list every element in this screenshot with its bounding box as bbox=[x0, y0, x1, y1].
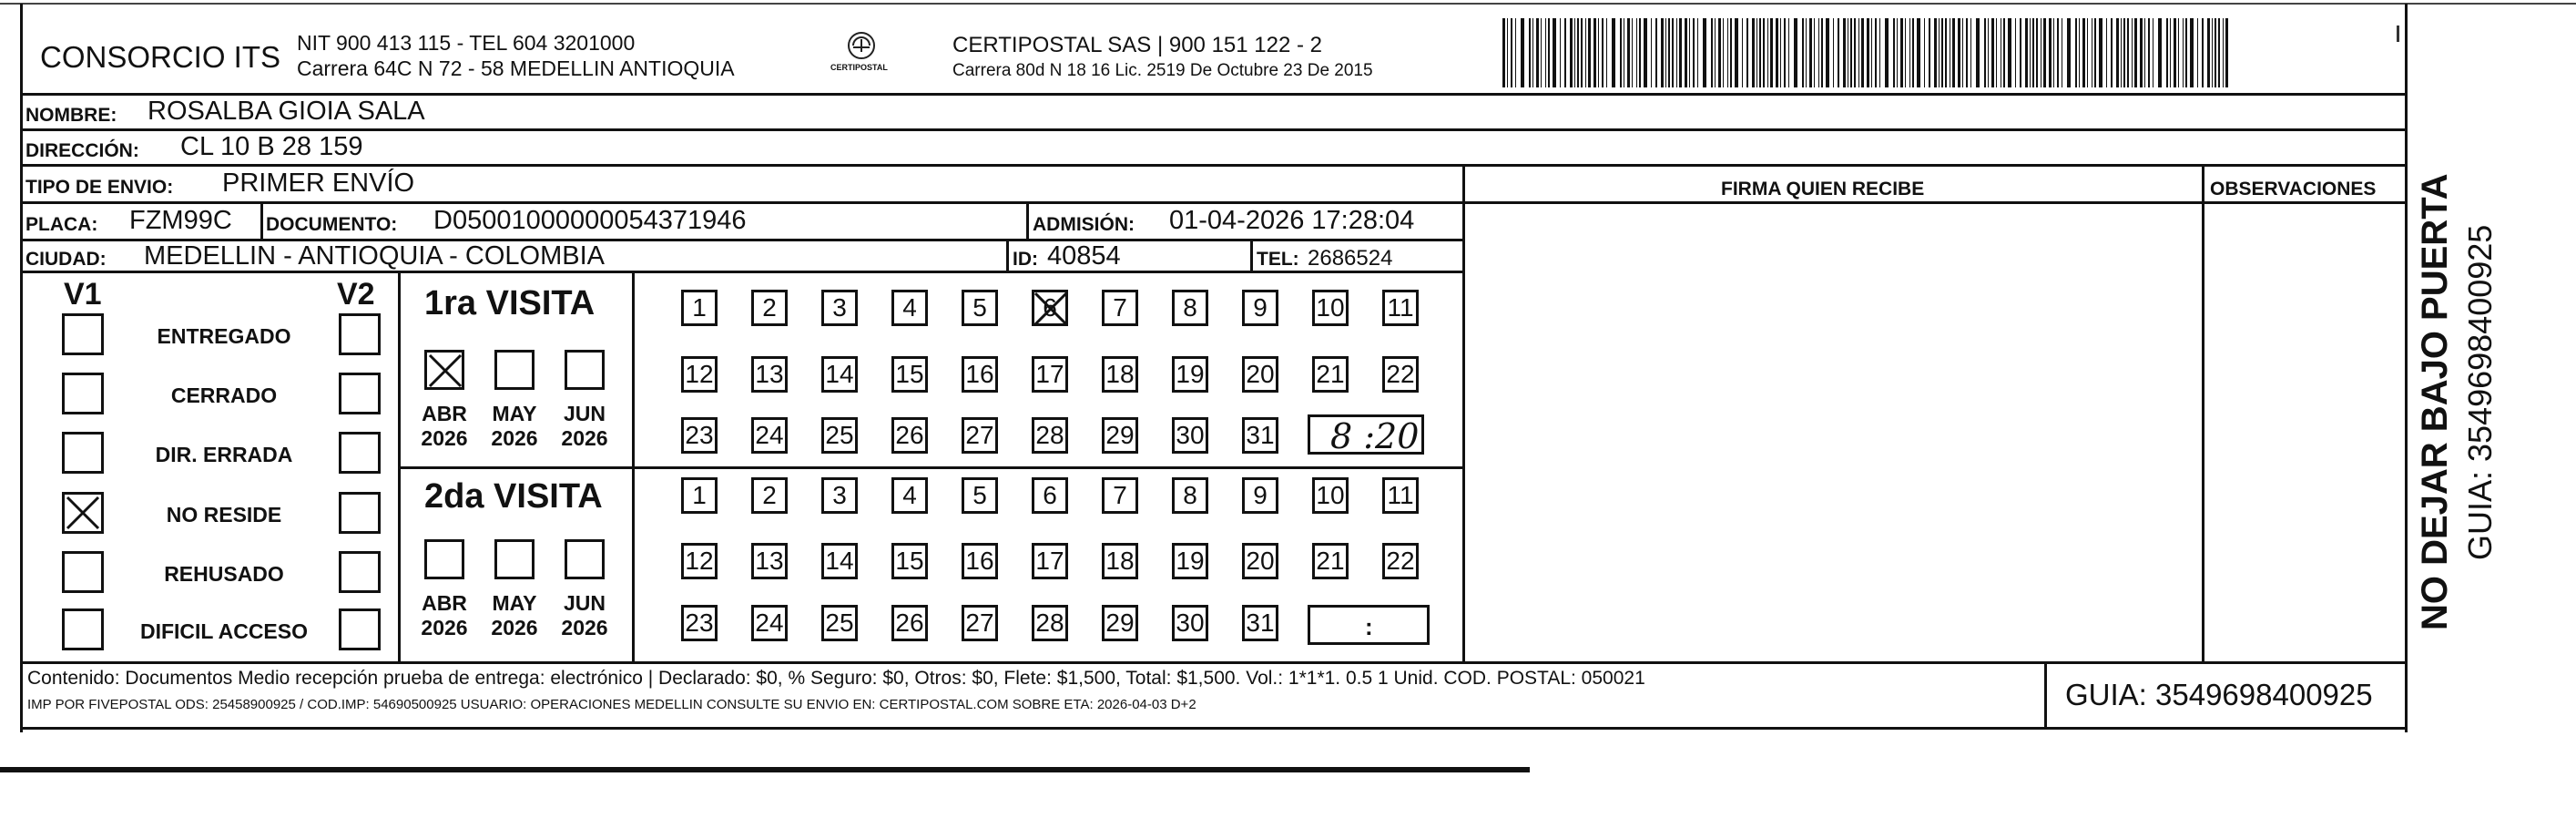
row-line-2 bbox=[20, 164, 2406, 167]
reason-label: REHUSADO bbox=[164, 562, 284, 586]
month-checkbox[interactable] bbox=[424, 539, 464, 579]
company-name: CONSORCIO ITS bbox=[40, 40, 281, 74]
certipostal-logo bbox=[829, 29, 894, 80]
day-box[interactable]: 18 bbox=[1102, 543, 1138, 579]
barcode bbox=[1502, 18, 2231, 87]
month-checkbox[interactable] bbox=[565, 350, 605, 390]
day-box[interactable]: 14 bbox=[821, 356, 858, 393]
year-label: 2026 bbox=[421, 616, 468, 639]
year-label: 2026 bbox=[421, 426, 468, 450]
v2-label: V2 bbox=[337, 277, 375, 312]
carrier-line-2: Carrera 80d N 18 16 Lic. 2519 De Octubre 23 De 2015 bbox=[952, 61, 1373, 80]
col-placa-doc bbox=[260, 201, 263, 240]
second-time-value: : bbox=[1365, 613, 1373, 640]
day-box[interactable]: 29 bbox=[1102, 417, 1138, 454]
day-box[interactable]: 17 bbox=[1032, 543, 1068, 579]
month-label: JUN bbox=[563, 591, 606, 615]
tipo-envio-label: TIPO DE ENVIO: bbox=[25, 177, 174, 198]
day-box[interactable]: 29 bbox=[1102, 605, 1138, 641]
day-box[interactable]: 5 bbox=[962, 477, 998, 514]
reason-v2-checkbox[interactable] bbox=[339, 551, 381, 593]
month-label: MAY bbox=[492, 591, 537, 615]
day-box[interactable]: 12 bbox=[681, 543, 718, 579]
reason-v2-checkbox[interactable] bbox=[339, 313, 381, 355]
year-label: 2026 bbox=[561, 616, 608, 639]
reason-label: DIR. ERRADA bbox=[155, 443, 293, 466]
row-line-footer bbox=[20, 661, 2406, 664]
day-box[interactable]: 1 bbox=[681, 290, 718, 326]
reason-label: ENTREGADO bbox=[157, 324, 291, 348]
frame-right bbox=[2405, 4, 2408, 732]
day-box[interactable]: 30 bbox=[1172, 417, 1208, 454]
ciudad-value: MEDELLIN - ANTIOQUIA - COLOMBIA bbox=[144, 241, 605, 271]
day-box[interactable]: 31 bbox=[1242, 605, 1278, 641]
day-box[interactable]: 4 bbox=[891, 477, 928, 514]
month-label: ABR bbox=[422, 402, 467, 425]
month-checkbox[interactable] bbox=[565, 539, 605, 579]
day-box[interactable]: 10 bbox=[1312, 290, 1349, 326]
month-checkbox[interactable] bbox=[424, 350, 464, 390]
reason-v1-checkbox[interactable] bbox=[62, 608, 104, 650]
reason-label: CERRADO bbox=[170, 383, 278, 407]
day-box[interactable]: 26 bbox=[891, 417, 928, 454]
first-visit-title: 1ra VISITA bbox=[424, 284, 596, 322]
day-box[interactable]: 2 bbox=[751, 477, 788, 514]
carrier-line-1: CERTIPOSTAL SAS | 900 151 122 - 2 bbox=[952, 33, 1322, 57]
day-box[interactable]: 9 bbox=[1242, 290, 1278, 326]
day-check-mark bbox=[1033, 291, 1069, 333]
company-line-1: NIT 900 413 115 - TEL 604 3201000 bbox=[297, 31, 636, 55]
nombre-label: NOMBRE: bbox=[25, 105, 117, 126]
side-title: NO DEJAR BAJO PUERTA bbox=[2415, 173, 2455, 630]
day-box[interactable]: 2 bbox=[751, 290, 788, 326]
day-box[interactable]: 28 bbox=[1032, 605, 1068, 641]
day-box[interactable]: 15 bbox=[891, 543, 928, 579]
day-box[interactable]: 4 bbox=[891, 290, 928, 326]
row-line-5 bbox=[20, 271, 1464, 273]
reason-label: DIFICIL ACCESO bbox=[139, 619, 308, 643]
day-box[interactable]: 23 bbox=[681, 417, 718, 454]
day-box[interactable]: 27 bbox=[962, 417, 998, 454]
logo-text: CERTIPOSTAL bbox=[830, 63, 888, 72]
day-box[interactable]: 17 bbox=[1032, 356, 1068, 393]
day-box[interactable]: 1 bbox=[681, 477, 718, 514]
col-tel bbox=[1250, 239, 1253, 271]
day-box[interactable]: 15 bbox=[891, 356, 928, 393]
month-label: JUN bbox=[563, 402, 606, 425]
day-box[interactable]: 14 bbox=[821, 543, 858, 579]
id-label: ID: bbox=[1013, 249, 1038, 270]
day-box[interactable]: 5 bbox=[962, 290, 998, 326]
day-box[interactable]: 28 bbox=[1032, 417, 1068, 454]
reason-v1-checkbox[interactable] bbox=[62, 432, 104, 474]
footer-guia: GUIA: 3549698400925 bbox=[2065, 678, 2373, 711]
day-box[interactable]: 16 bbox=[962, 356, 998, 393]
ciudad-label: CIUDAD: bbox=[25, 249, 107, 270]
day-box[interactable]: 19 bbox=[1172, 543, 1208, 579]
day-box[interactable]: 25 bbox=[821, 605, 858, 641]
day-box[interactable]: 21 bbox=[1312, 356, 1349, 393]
day-box[interactable]: 22 bbox=[1382, 356, 1419, 393]
direccion-label: DIRECCIÓN: bbox=[25, 140, 139, 161]
col-firma-left bbox=[1462, 164, 1465, 663]
frame-left bbox=[20, 4, 23, 732]
year-label: 2026 bbox=[491, 616, 538, 639]
row-line-top bbox=[20, 93, 2406, 96]
day-box[interactable]: 20 bbox=[1242, 543, 1278, 579]
day-box[interactable]: 7 bbox=[1102, 477, 1138, 514]
day-box[interactable]: 11 bbox=[1382, 477, 1419, 514]
day-box[interactable]: 20 bbox=[1242, 356, 1278, 393]
day-box[interactable]: 30 bbox=[1172, 605, 1208, 641]
col-obs-left bbox=[2202, 164, 2204, 663]
top-rule bbox=[0, 3, 2576, 5]
reason-v1-checkbox[interactable] bbox=[62, 492, 104, 534]
second-time-box bbox=[1308, 605, 1430, 645]
month-checkbox[interactable] bbox=[494, 350, 535, 390]
day-box[interactable]: 25 bbox=[821, 417, 858, 454]
nombre-value: ROSALBA GIOIA SALA bbox=[148, 97, 425, 126]
year-label: 2026 bbox=[561, 426, 608, 450]
footer-contenido: Contenido: Documentos Medio recepción prueba de entrega: electrónico | Declarado: $0, % Seguro: $0, Otros: $0, Flete: $1,500, Total: $1,500. Vol.: 1*1*1. 0.5 1 Unid. COD. POSTAL: 050021 bbox=[27, 668, 1645, 689]
side-guia: GUIA: 3549698400925 bbox=[2461, 224, 2499, 560]
day-box[interactable]: 22 bbox=[1382, 543, 1419, 579]
col-admision bbox=[1026, 201, 1029, 240]
day-box[interactable]: 3 bbox=[821, 477, 858, 514]
col-guia-footer bbox=[2044, 661, 2047, 729]
observaciones-label: OBSERVACIONES bbox=[2210, 179, 2377, 199]
admision-label: ADMISIÓN: bbox=[1033, 214, 1135, 235]
tel-value: 2686524 bbox=[1308, 246, 1393, 271]
placa-value: FZM99C bbox=[129, 206, 232, 235]
day-box[interactable]: 13 bbox=[751, 356, 788, 393]
day-box[interactable]: 23 bbox=[681, 605, 718, 641]
day-box[interactable]: 19 bbox=[1172, 356, 1208, 393]
col-visit-days bbox=[632, 271, 635, 663]
month-checkbox[interactable] bbox=[494, 539, 535, 579]
reason-v2-checkbox[interactable] bbox=[339, 608, 381, 650]
day-box[interactable]: 12 bbox=[681, 356, 718, 393]
id-value: 40854 bbox=[1047, 241, 1121, 271]
first-time-box bbox=[1308, 414, 1424, 455]
day-box[interactable]: 6 bbox=[1032, 477, 1068, 514]
day-box[interactable]: 8 bbox=[1172, 477, 1208, 514]
day-box[interactable]: 31 bbox=[1242, 417, 1278, 454]
day-box[interactable]: 6 bbox=[1032, 290, 1068, 326]
day-box[interactable]: 9 bbox=[1242, 477, 1278, 514]
row-line-3 bbox=[20, 201, 2406, 204]
day-box[interactable]: 3 bbox=[821, 290, 858, 326]
row-line-1 bbox=[20, 128, 2406, 131]
day-box[interactable]: 21 bbox=[1312, 543, 1349, 579]
day-box[interactable]: 24 bbox=[751, 417, 788, 454]
day-box[interactable]: 11 bbox=[1382, 290, 1419, 326]
col-reasons bbox=[398, 271, 401, 663]
day-box[interactable]: 10 bbox=[1312, 477, 1349, 514]
year-label: 2026 bbox=[491, 426, 538, 450]
documento-value: D05001000000054371946 bbox=[433, 206, 747, 235]
bottom-rule bbox=[0, 767, 1530, 772]
v1-label: V1 bbox=[64, 277, 102, 312]
day-box[interactable]: 16 bbox=[962, 543, 998, 579]
day-box[interactable]: 24 bbox=[751, 605, 788, 641]
direccion-value: CL 10 B 28 159 bbox=[180, 132, 363, 161]
corner-mark bbox=[2397, 26, 2399, 42]
reason-label: NO RESIDE bbox=[166, 503, 282, 527]
documento-label: DOCUMENTO: bbox=[266, 214, 398, 235]
company-line-2: Carrera 64C N 72 - 58 MEDELLIN ANTIOQUIA bbox=[297, 56, 735, 80]
month-label: MAY bbox=[492, 402, 537, 425]
day-box[interactable]: 26 bbox=[891, 605, 928, 641]
reason-v1-checkbox[interactable] bbox=[62, 551, 104, 593]
row-line-mid bbox=[399, 466, 1464, 469]
reason-v1-checkbox[interactable] bbox=[62, 313, 104, 355]
reason-v2-checkbox[interactable] bbox=[339, 492, 381, 534]
reason-v2-checkbox[interactable] bbox=[339, 373, 381, 414]
tel-label: TEL: bbox=[1257, 249, 1299, 270]
row-line-bottom bbox=[20, 727, 2406, 730]
day-box[interactable]: 8 bbox=[1172, 290, 1208, 326]
day-box[interactable]: 7 bbox=[1102, 290, 1138, 326]
day-box[interactable]: 27 bbox=[962, 605, 998, 641]
reason-v2-checkbox[interactable] bbox=[339, 432, 381, 474]
month-label: ABR bbox=[422, 591, 467, 615]
reason-v1-checkbox[interactable] bbox=[62, 373, 104, 414]
first-time-value: 8 :20 bbox=[1330, 416, 1420, 456]
col-id bbox=[1006, 239, 1009, 271]
day-box[interactable]: 18 bbox=[1102, 356, 1138, 393]
placa-label: PLACA: bbox=[25, 214, 98, 235]
tipo-envio-value: PRIMER ENVÍO bbox=[222, 169, 415, 198]
day-box[interactable]: 13 bbox=[751, 543, 788, 579]
admision-value: 01-04-2026 17:28:04 bbox=[1169, 206, 1415, 235]
footer-imp: IMP POR FIVEPOSTAL ODS: 25458900925 / COD.IMP: 54690500925 USUARIO: OPERACIONES MEDELLIN CONSULTE SU ENVIO EN: CERTIPOSTAL.COM SOBRE ETA: 2026-04-03 D+2 bbox=[27, 697, 1196, 712]
firma-label: FIRMA QUIEN RECIBE bbox=[1721, 179, 1925, 199]
second-visit-title: 2da VISITA bbox=[424, 477, 603, 516]
